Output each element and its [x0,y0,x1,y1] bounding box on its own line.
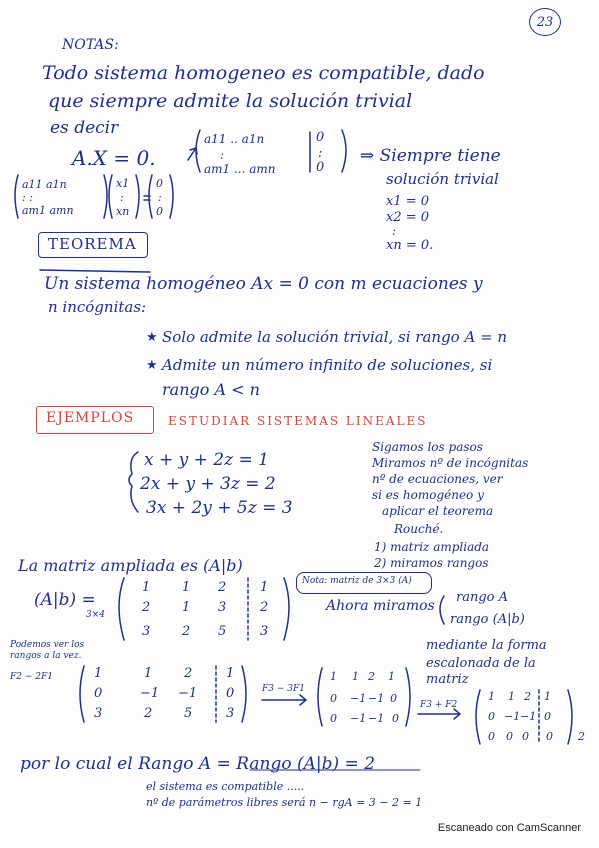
left-note-2: rangos a la vez. [10,651,82,661]
expanded-zero-3: 0 [156,205,163,218]
implies-text-2: solución trivial [386,170,499,188]
m4-r1c3: 2 [524,690,531,703]
expanded-matrix-row-1: a11 a1n [22,178,67,191]
arrow-right-icon-1 [262,695,306,705]
steps-note-5: aplicar el teorema [382,504,494,518]
m2-r2c4: 0 [226,686,235,701]
m1-r2c3: 3 [218,600,227,615]
implies-text: ⇒ Siempre tiene [360,146,501,166]
matrix-top-row-2: : [220,148,225,162]
intro-line-3: es decir [50,118,119,138]
theorem-line-2: n incógnitas: [48,298,147,316]
scanner-footer: Escaneado con CamScanner [437,822,581,834]
amplified-intro: La matriz ampliada es (A|b) [18,556,243,575]
m4-r2c3: −1 [520,710,537,723]
escalonada-2: escalonada de la [426,656,536,671]
left-note-1: Podemos ver los [10,640,85,650]
m3-r1c3: 2 [368,670,375,683]
m1-r3c1: 3 [142,624,151,639]
system-eq-3: 3x + 2y + 5z = 3 [146,498,293,518]
m1-r3c2: 2 [182,624,191,639]
m1-r1c1: 1 [142,580,151,595]
escalonada-3: matriz [426,672,469,687]
expanded-matrix-row-3: am1 amn [22,204,74,217]
m1-right-bracket [284,578,289,640]
expanded-zero-2: : [158,191,162,204]
arrow-right-icon-2 [418,709,460,719]
page-number: 23 [529,8,561,36]
conclusion: por lo cual el Rango A = Rango (A|b) = 2 [20,754,376,774]
m2-right-bracket [242,666,246,722]
op-3: F3 + F2 [420,700,458,710]
m3-left-bracket [318,668,322,726]
m4-r3c4: 0 [546,730,553,743]
expanded-vec-2: : [120,191,124,204]
steps-note-2: Miramos nº de incógnitas [372,456,529,470]
m2-r2c3: −1 [178,686,198,701]
m3-r2c3: −1 [368,692,385,705]
expanded-zero-1: 0 [156,177,163,190]
m4-r1c2: 1 [508,690,515,703]
steps-note-6: Rouché. [394,522,444,536]
axe-equation: A.X = 0. [72,146,156,170]
m1-r1c2: 1 [182,580,191,595]
m3-r1c4: 1 [388,670,395,683]
matrix-top-row-3: am1 ... amn [204,162,276,176]
theorem-line-1: Un sistema homogéneo Ax = 0 con m ecuaciones y [44,274,483,294]
m4-right-bracket [568,690,572,744]
star-icon-2: ★ [146,358,158,373]
expanded-matrix-row-2: : : [22,191,33,204]
theorem-item-2: Admite un número infinito de soluciones, si [162,356,493,374]
theorem-item-3: rango A < n [162,380,260,399]
matrix-top-row-1: a11 .. a1n [204,132,265,146]
m1-r2c2: 1 [182,600,191,615]
m2-r1c4: 1 [226,666,235,681]
m1-r2c4: 2 [260,600,269,615]
system-eq-2: 2x + y + 3z = 2 [140,474,276,494]
m3-r1c2: 1 [352,670,359,683]
m2-r2c1: 0 [94,686,103,701]
m1-r3c4: 3 [260,624,269,639]
m1-r1c3: 2 [218,580,227,595]
m2-left-bracket [80,666,84,722]
m4-r3c3: 0 [522,730,529,743]
m4-r2c4: 0 [544,710,551,723]
m4-r3c2: 0 [506,730,513,743]
amplified-label: (A|b) = [34,590,96,610]
m3-r1c1: 1 [330,670,337,683]
trivial-x2: x2 = 0 [386,210,430,225]
trivial-xn: xn = 0. [386,238,434,253]
m2-r1c1: 1 [94,666,103,681]
m4-r1c1: 1 [488,690,495,703]
system-eq-1: x + y + 2z = 1 [144,450,269,470]
m3-r3c3: −1 [368,712,385,725]
system-brace [129,452,138,512]
m3-r3c2: −1 [350,712,367,725]
steps-note-3: nº de ecuaciones, ver [372,472,503,486]
conclusion-item-1: el sistema es compatible ..... [146,780,305,793]
matrix-top-rhs-3: 0 [316,160,325,175]
amplified-size: 3×4 [86,610,105,620]
steps-note-8: 2) miramos rangos [374,556,489,570]
rango-ab-label: rango (A|b) [450,612,525,627]
steps-note-7: 1) matriz ampliada [374,540,490,554]
matrix-top-rhs-2: : [318,146,323,161]
conclusion-item-2: nº de parámetros libres será n − rgA = 3 − 2 = 1 [146,796,423,809]
steps-note-4: si es homogéneo y [372,488,484,502]
steps-note-1: Sigamos los pasos [372,440,483,454]
rango-a-label: rango A [456,590,509,605]
m2-r3c2: 2 [144,706,153,721]
m1-r2c1: 2 [142,600,151,615]
trivial-dots: : [392,224,397,238]
m3-right-bracket [406,668,410,726]
m4-left-bracket [476,690,480,744]
m1-r3c3: 5 [218,624,227,639]
m3-r2c1: 0 [330,692,337,705]
m1-r1c4: 1 [260,580,269,595]
m3-r3c1: 0 [330,712,337,725]
examples-heading: ESTUDIAR SISTEMAS LINEALES [168,414,428,428]
m4-r2c2: −1 [504,710,521,723]
m2-r3c4: 3 [226,706,235,721]
m2-r3c1: 3 [94,706,103,721]
notes-title: NOTAS: [62,37,119,53]
examples-label: EJEMPLOS [46,410,135,426]
expanded-vec-1: x1 [116,177,130,190]
m3-r3c4: 0 [392,712,399,725]
m3-r2c4: 0 [390,692,397,705]
m2-r1c3: 2 [184,666,193,681]
m2-r3c3: 5 [184,706,193,721]
m2-r1c2: 1 [144,666,153,681]
m3-r2c2: −1 [350,692,367,705]
m4-r1c4: 1 [544,690,551,703]
matrix-top-right-bracket [342,130,346,172]
m4-suffix: 2 [578,730,585,743]
m2-r2c2: −1 [140,686,160,701]
matrix-top-rhs-1: 0 [316,130,325,145]
star-icon-1: ★ [146,330,158,345]
expanded-left-bracket [15,175,18,218]
ahora-text: Ahora miramos [326,598,435,614]
trivial-x1: x1 = 0 [386,194,430,209]
intro-line-1: Todo sistema homogeneo es compatible, dado [42,62,485,84]
m4-r3c1: 0 [488,730,495,743]
op-2: F3 − 3F1 [262,684,305,694]
op-1: F2 − 2F1 [10,672,53,682]
rango-brace [440,596,444,624]
m4-r2c1: 0 [488,710,495,723]
escalonada-1: mediante la forma [426,638,547,653]
expanded-vec-3: xn [116,205,130,218]
m1-left-bracket [119,578,124,640]
note-box-text: Nota: matriz de 3×3 (A) [302,576,412,586]
theorem-label: TEOREMA [48,235,137,253]
intro-line-2: que siempre admite la solución trivial [48,90,413,112]
theorem-item-1: Solo admite la solución trivial, si rango A = n [162,328,508,346]
